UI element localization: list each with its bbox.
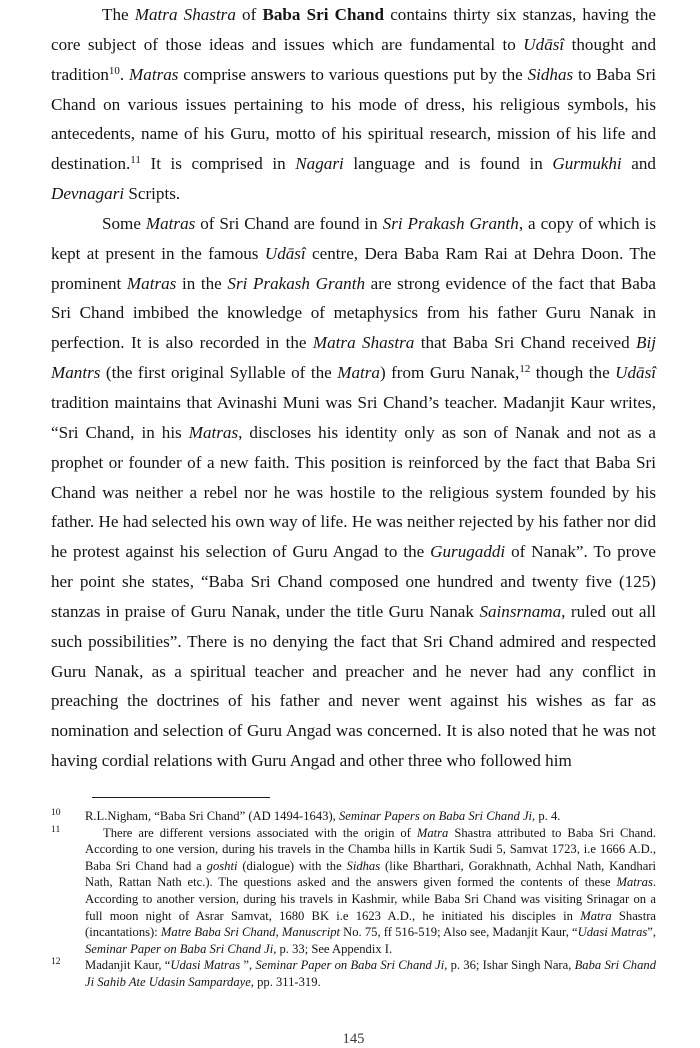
italic-run: Udāsî <box>523 34 565 54</box>
text-run: It is comprised in <box>140 154 296 174</box>
text-run: thought and tradition <box>51 34 656 84</box>
text-run: , p. 36; Ishar Singh Nara, <box>444 958 575 973</box>
text-run: and <box>621 154 656 174</box>
footnote-separator-rule <box>92 797 270 798</box>
italic-run: goshti <box>206 858 238 873</box>
page-canvas <box>51 0 657 1047</box>
text-run: Shastra (incantations): <box>85 908 656 940</box>
text-run: , p. 4. <box>532 809 561 823</box>
text-run: ) from Guru Nanak, <box>379 363 520 383</box>
text-run: . <box>119 64 130 84</box>
text-run: in the <box>176 273 228 293</box>
text-run: though the <box>530 363 616 383</box>
text-run: of <box>235 5 263 24</box>
page-number-folio: 145 <box>342 1031 365 1047</box>
text-run: Some <box>102 213 146 233</box>
footnote-reference-marker: 12 <box>519 363 531 376</box>
text-run: are strong evidence of the fact that Baba Sri Chand imbibed the knowledge of metaphysics from his father Guru Nanak in perfection. It is also recorded in the <box>51 273 656 353</box>
text-run: centre, Dera Baba Ram Rai at Dehra Doon. The prominent <box>51 243 656 293</box>
footnote-list <box>51 808 656 991</box>
italic-run: Matra Shastra <box>134 5 236 24</box>
text-run: , pp. 311-319. <box>250 974 321 989</box>
italic-run: Sri Prakash Granth <box>382 213 519 233</box>
footnote-text <box>85 809 560 823</box>
italic-run: Matras <box>129 64 179 84</box>
footnote-item <box>51 957 656 990</box>
italic-run: Nagari <box>295 154 344 174</box>
body-text-block <box>51 0 656 776</box>
italic-run: Udasi Matras <box>170 958 244 973</box>
italic-run: Udāsî <box>615 363 656 383</box>
text-run: ”, <box>243 958 256 973</box>
italic-run: Bij Mantrs <box>51 333 656 383</box>
text-run: to Baba Sri Chand on various issues pertaining to his mode of dress, his religious symbols, his antecedents, name of his Guru, motto of his spiritual research, mission of his life and destination. <box>51 64 657 174</box>
italic-run: Matra <box>416 825 449 840</box>
footnote-text <box>85 825 656 958</box>
italic-run: Sidhas <box>527 64 574 84</box>
footnote-item <box>51 808 656 825</box>
text-run: comprise answers to various questions put by the <box>178 64 528 84</box>
italic-run: Sainsrnama <box>479 601 562 621</box>
footnote-reference-marker: 11 <box>130 154 141 167</box>
italic-run: Seminar Papers on Baba Sri Chand Ji <box>338 809 533 823</box>
body-paragraph <box>51 0 656 209</box>
italic-run: Gurmukhi <box>552 154 622 174</box>
text-run: ”, <box>647 925 657 940</box>
text-run: (the first original Syllable of the <box>100 363 338 383</box>
text-run: The <box>102 5 135 24</box>
italic-run: Gurugaddi <box>430 542 506 562</box>
italic-run: Matras <box>126 273 177 293</box>
text-run: (dialogue) with the <box>237 858 347 873</box>
italic-run: Sri Prakash Granth <box>227 273 366 293</box>
bold-run: Baba Sri Chand <box>262 5 385 24</box>
italic-run: Udasi Matras <box>577 925 648 940</box>
text-run: , <box>275 925 282 940</box>
text-run: Madanjit Kaur, “ <box>85 958 171 973</box>
footnote-number: 12 <box>51 956 61 968</box>
text-run: R.L.Nigham, “Baba Sri Chand” (AD 1494-1643), <box>85 809 339 823</box>
text-run: of Nanak”. To prove her point she states, “Baba Sri Chand composed one hundred and twenty five (125) stanzas in praise of Guru Nanak, under the title Guru Nanak <box>51 542 656 621</box>
italic-run: Matra Shastra <box>312 333 415 353</box>
text-run: , p. 33; See Appendix I. <box>273 941 393 956</box>
italic-run: Seminar Paper on Baba Sri Chand Ji <box>255 958 445 973</box>
body-paragraph <box>51 209 656 776</box>
text-run: Shastra attributed to Baba Sri Chand. According to one version, during his travels in the Chamba hills in Kartik Sudi 5, Samvat 1723, i.e 1666 A.D., Baba Sri Chand had a <box>85 825 656 873</box>
text-run: . According to another version, during his travels in Kashmir, while Baba Sri Chand was visiting Srinagar on a full moon night of Asrar Samvat, 1680 BK i.e 1623 A.D., he initiated his disciples in <box>85 875 656 923</box>
footnote-number: 10 <box>51 807 61 818</box>
text-run: tradition maintains that Avinashi Muni was Sri Chand’s teacher. Madanjit Kaur writes, “Sri Chand, in his <box>51 392 656 442</box>
italic-run: Sidhas <box>346 858 381 873</box>
text-run: , discloses his identity only as son of Nanak and not as a prophet or founder of a new faith. This position is reinforced by the fact that Baba Sri Chand was neither a rebel nor he was hostile to the religious system founded by his father. He had selected his own way of life. He was neither rejected by his father nor did he protest against his selection of Guru Angad to the <box>51 422 656 562</box>
footnote-number: 11 <box>51 823 61 835</box>
text-run: language and is found in <box>343 154 553 174</box>
italic-run: Udāsî <box>264 243 306 263</box>
text-run: There are different versions associated with the origin of <box>103 825 417 840</box>
italic-run: Matras <box>616 875 653 890</box>
italic-run: Matre Baba Sri Chand <box>160 925 276 940</box>
text-run: contains thirty six stanzas, having the core subject of those ideas and issues which are fundamental to <box>51 5 656 54</box>
text-run: of Sri Chand are found in <box>195 213 383 233</box>
italic-run: Manuscript <box>281 925 340 940</box>
italic-run: Devnagari <box>51 184 125 204</box>
footnote-text <box>85 958 656 989</box>
footnote-item <box>51 825 656 958</box>
text-run: No. 75, ff 516-519; Also see, Madanjit Kaur, “ <box>340 925 578 940</box>
italic-run: Matras <box>145 213 196 233</box>
italic-run: Matras <box>188 422 239 442</box>
italic-run: Seminar Paper on Baba Sri Chand Ji <box>85 941 274 956</box>
italic-run: Baba Sri Chand Ji Sahib Ate Udasin Sampardaye <box>85 958 656 989</box>
text-run: (like Bharthari, Gorakhnath, Achhal Nath, Kandhari Nath, Rattan Nath etc.). The questions asked and the answers given formed the contents of these <box>85 858 657 890</box>
text-run: that Baba Sri Chand received <box>414 333 637 353</box>
text-run: , ruled out all such possibilities”. There is no denying the fact that Sri Chand admired and respected Guru Nanak, as a spiritual teacher and preacher and he never had any conflict in preaching the doctrines of his father and never went against his wishes as far as nomination and selection of Guru Angad was concerned. It is also noted that he was not having cordial relations with Guru Angad and other three who followed him <box>51 601 656 771</box>
text-run: , a copy of which is kept at present in the famous <box>51 213 657 263</box>
footnote-reference-marker: 10 <box>108 64 120 77</box>
text-run: Scripts. <box>124 184 181 204</box>
italic-run: Matra <box>337 363 380 383</box>
italic-run: Matra <box>580 908 612 923</box>
